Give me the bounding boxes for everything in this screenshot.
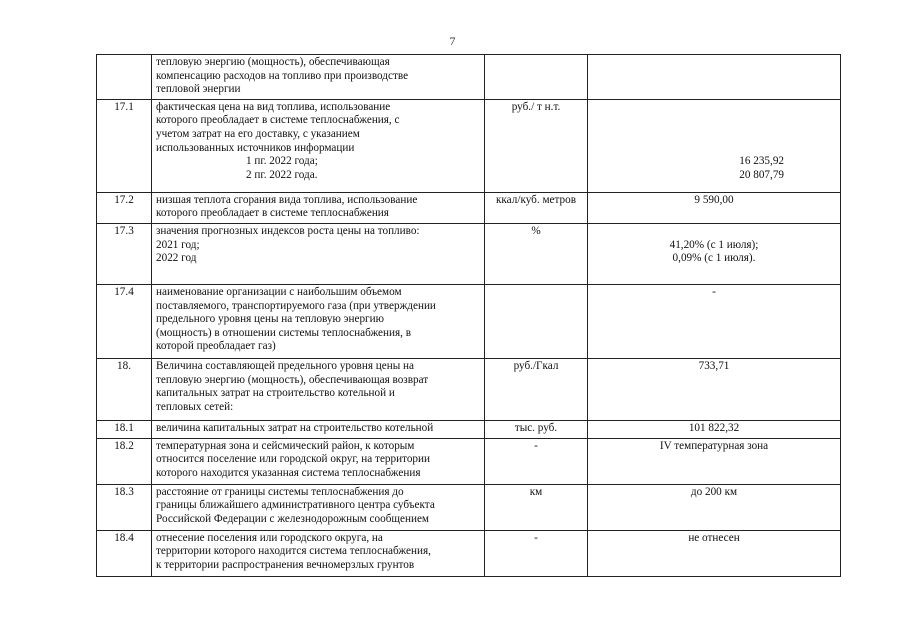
table-row [97,530,841,576]
row-value: 733,71 [588,358,841,420]
row-number: 18.2 [97,438,152,484]
table-row [97,284,841,358]
row-number: 18.4 [97,530,152,576]
row-unit: % [485,223,588,284]
row-description: фактическая цена на вид топлива, использование которого преобладает в системе теплоснабжения, с учетом затрат на его доставку, с указанием использованных источников информации 1 пг. 2022 года; 2 пг. 2022 года. [152,99,485,192]
row-description: тепловую энергию (мощность), обеспечивающая компенсацию расходов на топливо при производстве тепловой энергии [152,55,485,100]
row-number [97,55,152,100]
table-row [97,223,841,284]
row-number: 17.2 [97,192,152,223]
row-value [588,55,841,100]
row-number: 18. [97,358,152,420]
table-row [97,420,841,438]
row-value: 101 822,32 [588,420,841,438]
row-unit: ккал/куб. метров [485,192,588,223]
row-number: 17.3 [97,223,152,284]
table-row [97,55,841,100]
row-number: 17.4 [97,284,152,358]
row-description: расстояние от границы системы теплоснабжения до границы ближайшего административного центра субъекта Российской Федерации с железнодорожным сообщением [152,484,485,530]
table-row [97,438,841,484]
row-unit: руб./Гкал [485,358,588,420]
row-unit [485,284,588,358]
row-value: до 200 км [588,484,841,530]
tariff-table [96,54,841,577]
row-value: IV температурная зона [588,438,841,484]
row-number: 17.1 [97,99,152,192]
row-unit: руб./ т н.т. [485,99,588,192]
row-value: - [588,284,841,358]
row-unit: - [485,438,588,484]
table-row [97,358,841,420]
row-description: Величина составляющей предельного уровня цены на тепловую энергию (мощность), обеспечивающая возврат капитальных затрат на строительство котельной и тепловых сетей: [152,358,485,420]
row-unit [485,55,588,100]
table-row [97,484,841,530]
row-value: 16 235,92 20 807,79 [588,99,841,192]
row-number: 18.3 [97,484,152,530]
row-unit: - [485,530,588,576]
row-description: наименование организации с наибольшим объемом поставляемого, транспортируемого газа (при утверждении предельного уровня цены на тепловую энергию (мощность) в отношении системы теплоснабжения, в которой преобладает газ) [152,284,485,358]
row-number: 18.1 [97,420,152,438]
row-description: низшая теплота сгорания вида топлива, использование которого преобладает в системе теплоснабжения [152,192,485,223]
row-value: 41,20% (с 1 июля); 0,09% (с 1 июля). [588,223,841,284]
table-row [97,192,841,223]
row-unit: км [485,484,588,530]
table-row [97,99,841,192]
row-value: не отнесен [588,530,841,576]
page-number: 7 [449,34,456,48]
row-unit: тыс. руб. [485,420,588,438]
row-description: значения прогнозных индексов роста цены на топливо: 2021 год; 2022 год [152,223,485,284]
row-description: температурная зона и сейсмический район, к которым относится поселение или городской округ, на территории которого находится указанная система теплоснабжения [152,438,485,484]
row-description: величина капитальных затрат на строительство котельной [152,420,485,438]
row-description: отнесение поселения или городского округа, на территории которого находится система теплоснабжения, к территории распространения вечномерзлых грунтов [152,530,485,576]
row-value: 9 590,00 [588,192,841,223]
